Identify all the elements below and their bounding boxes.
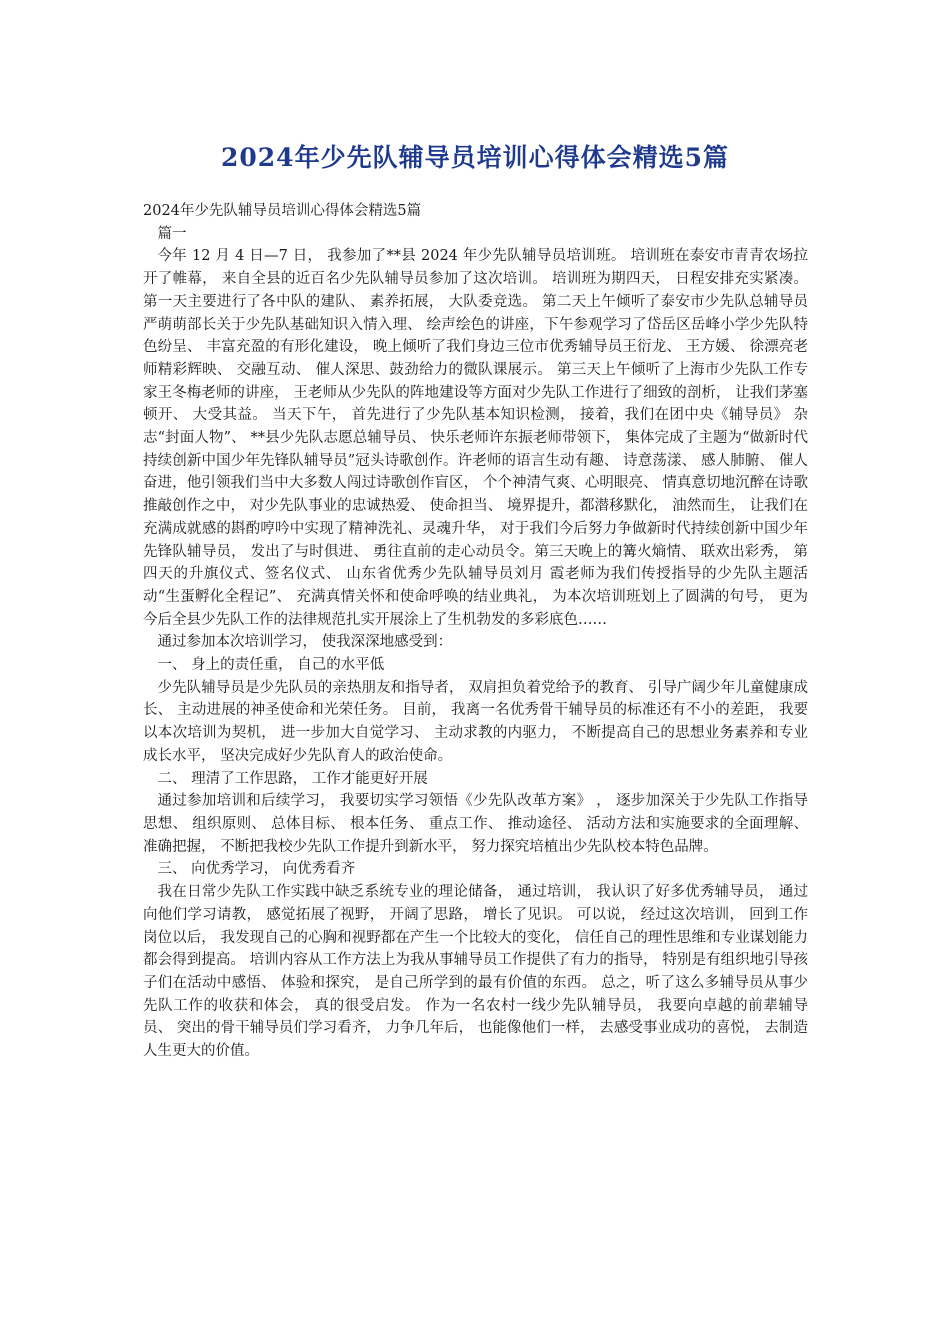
paragraph-section-2: 通过参加培训和后续学习， 我要切实学习领悟《少先队改革方案》 ， 逐步加深关于少先队工作指导思想、 组织原则、 总体目标、 根本任务、 重点工作、 推动途径、 活动方法和实施要求的全面理解、 准确把握， 不断把我校少先队工作提升到新水平， 努力探究培植出少先队校本特色品牌。 <box>143 793 808 855</box>
paragraph-section-1: 少先队辅导员是少先队员的亲热朋友和指导者， 双肩担负着党给予的教育、 引导广阔少年儿童健康成长、 主动进展的神圣使命和光荣任务。 目前， 我离一名优秀骨干辅导员的标准还有不小的差距， 我要以本次培训为契机， 进一步加大自觉学习、 主动求教的内驱力， 不断提高自己的思想业务素养和专业成长水平， 坚决完成好少先队育人的政治使命。 <box>143 679 808 764</box>
section-heading-3: 三、 向优秀学习， 向优秀看齐 <box>157 861 356 878</box>
part-label: 篇一 <box>157 225 187 242</box>
section-heading-1: 一、 身上的责任重， 自己的水平低 <box>157 657 385 674</box>
document-body <box>143 200 808 1063</box>
document-title: 2024年少先队辅导员培训心得体会精选5篇 <box>221 143 729 172</box>
paragraph-lead: 通过参加本次培训学习， 使我深深地感受到： <box>157 634 453 651</box>
document-subtitle: 2024年少先队辅导员培训心得体会精选5篇 <box>143 203 422 219</box>
paragraph-intro: 今年 12 月 4 日—7 日， 我参加了**县 2024 年少先队辅导员培训班。 培训班在泰安市青青农场拉开了帷幕， 来自全县的近百名少先队辅导员参加了这次培训。 培训班为期四天， 日程安排充实紧凑。 第一天主要进行了各中队的建队、 素养拓展， 大队委竞选。 第二天上午倾听了泰安市少先队总辅导员严萌萌部长关于少先队基础知识入情入理、 绘声绘色的讲座，下午参观学习了岱岳区岳峰小学少先队特色纷呈、 丰富充盈的有形化建设， 晚上倾听了我们身边三位市优秀辅导员王衍龙、 王方媛、 徐漂亮老师精彩辉映、 交融互动、 催人深思、鼓劲给力的微队课展示。 第三天上午倾听了上海市少先队工作专家王冬梅老师的讲座， 王老师从少先队的阵地建设等方面对少先队工作进行了细致的剖析， 让我们茅塞顿开、 大受其益。 当天下午， 首先进行了少先队基本知识检测， 接着，我们在团中央《辅导员》 杂志“封面人物”、 **县少先队志愿总辅导员、 快乐老师许东振老师带领下， 集体完成了主题为“做新时代持续创新中国少年先锋队辅导员”冠头诗歌创作。许老师的语言生动有趣、 诗意荡漾、 感人肺腑、 催人奋进，他引领我们当中大多数人闯过诗歌创作盲区， 个个神清气爽、心明眼亮、 情真意切地沉醉在诗歌推敲创作之中， 对少先队事业的忠诚热爱、 使命担当、 境界提升，都潜移默化， 油然而生， 让我们在充满成就感的斟酌哼吟中实现了精神洗礼、灵魂升华， 对于我们今后努力争做新时代持续创新中国少年先锋队辅导员， 发出了与时俱进、 勇往直前的走心动员令。第三天晚上的篝火熵情、 联欢出彩秀， 第四天的升旗仪式、签名仪式、 山东省优秀少先队辅导员刘月 霞老师为我们传授指导的少先队主题活动“生蛋孵化全程记”、 充满真情关怀和使命呼唤的结业典礼， 为本次培训班划上了圆满的句号， 更为今后全县少先队工作的法律规范扎实开展涂上了生机勃发的多彩底色…… <box>143 248 808 628</box>
paragraph-section-3: 我在日常少先队工作实践中缺乏系统专业的理论储备， 通过培训， 我认识了好多优秀辅导员， 通过向他们学习请教， 感觉拓展了视野， 开阔了思路， 增长了见识。 可以说， 经过这次培训， 回到工作岗位以后， 我发现自己的心胸和视野都在产生一个比较大的变化， 信任自己的理性思维和专业谋划能力都会得到提高。 培训内容从工作方法上为我从事辅导员工作提供了有力的指导， 特别是有组织地引导孩子们在活动中感悟、 体验和探究， 是自己所学到的最有价值的东西。 总之，听了这么多辅导员从事少先队工作的收获和体会， 真的很受启发。 作为一名农村一线少先队辅导员， 我要向卓越的前辈辅导员、 突出的骨干辅导员们学习看齐， 力争几年后， 也能像他们一样， 去感受事业成功的喜悦， 去制造人生更大的价值。 <box>143 884 808 1060</box>
section-heading-2: 二、 理清了工作思路， 工作才能更好开展 <box>157 770 428 787</box>
